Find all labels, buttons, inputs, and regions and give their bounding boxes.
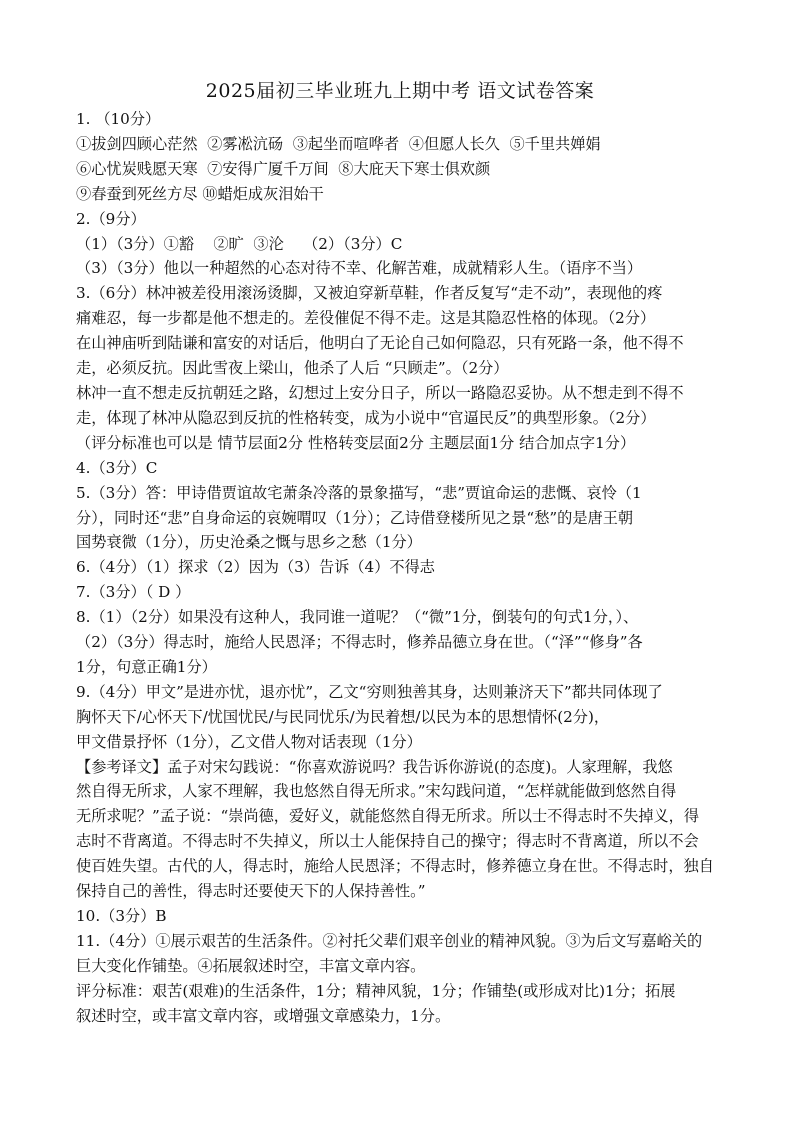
text-line: 林冲一直不想走反抗朝廷之路，幻想过上安分日子，所以一路隐忍妥协。从不想走到不得不 (76, 383, 684, 402)
text-line: （评分标准也可以是 情节层面2分 性格转变层面2分 主题层面1分 结合加点字1分） (76, 433, 636, 452)
text-line: 评分标准：艰苦(艰难)的生活条件，1分；精神风貌，1分；作铺垫(或形成对比)1分；拓展 (76, 981, 676, 1000)
text-line: 4.（3分）C (76, 458, 158, 477)
text-line: （1）（3分）①豁 ②旷 ③沦 （2）（3分）C (76, 234, 403, 253)
text-line: 5.（3分）答：甲诗借贾谊故宅萧条冷落的景象描写，“悲”贾谊命运的悲慨、哀怜（1 (76, 483, 642, 502)
text-line: 11.（4分）①展示艰苦的生活条件。②衬托父辈们艰辛创业的精神风貌。③为后文写嘉峪关的 (76, 931, 703, 950)
text-line: 叙述时空，或丰富文章内容，或增强文章感染力，1分。 (76, 1006, 451, 1025)
text-line: 志时不背离道。不得志时不失掉义，所以士人能保持自己的操守；得志时不背离道，所以不会 (76, 832, 699, 851)
text-line: ⑥心忧炭贱愿天寒 ⑦安得广厦千万间 ⑧大庇天下寒士俱欢颜 (76, 159, 491, 178)
text-line: 6.（4分）（1）探求（2）因为（3）告诉（4）不得志 (76, 558, 435, 577)
text-line: 9.（4分）甲文”是进亦忧，退亦忧”，乙文“穷则独善其身，达则兼济天下”都共同体现了 (76, 682, 663, 701)
text-line: 8.（1）（2分）如果没有这种人，我同谁一道呢？（“微”1分，倒装句的句式1分，）、 (76, 608, 639, 627)
text-line: 2.（9分） (76, 209, 146, 228)
text-line: 【参考译文】孟子对宋勾践说：“你喜欢游说吗？我告诉你游说(的态度)。人家理解，我悠 (76, 757, 673, 776)
text-line: 国势衰微（1分），历史沧桑之慨与思乡之愁（1分） (76, 533, 422, 552)
document-title: 2025届初三毕业班九上期中考 语文试卷答案 (205, 80, 595, 102)
text-line: （2）（3分）得志时，施给人民恩泽；不得志时，修养品德立身在世。（“泽”“修身”各 (76, 633, 643, 652)
text-line: ①拔剑四顾心茫然 ②雾凇沆砀 ③起坐而喧哗者 ④但愿人长久 ⑤千里共婵娟 (76, 134, 601, 153)
text-line: ⑨春蚕到死丝方尽 ⑩蜡炬成灰泪始干 (76, 184, 324, 203)
text-line: 保持自己的善性，得志时还要使天下的人保持善性。” (76, 882, 426, 901)
text-line: 使百姓失望。古代的人，得志时，施给人民恩泽；不得志时，修养德立身在世。不得志时，独自 (76, 857, 714, 876)
text-line: 走，必须反抗。因此雪夜上梁山，他杀了人后 “只顾走”。（2分） (76, 359, 509, 378)
text-line: 1分，句意正确1分） (76, 657, 217, 676)
text-line: 无所求呢？”孟子说：“崇尚德，爱好义，就能悠然自得无所求。所以士不得志时不失掉义，得 (76, 807, 700, 826)
text-line: 然自得无所求，人家不理解，我也悠然自得无所求。”宋勾践问道，“怎样就能做到悠然自得 (76, 782, 677, 801)
text-line: 10.（3分）B (76, 907, 167, 925)
text-line: 巨大变化作铺垫。④拓展叙述时空，丰富文章内容。 (76, 956, 426, 975)
text-line: 在山神庙听到陆谦和富安的对话后，他明白了无论自己如何隐忍，只有死路一条，他不得不 (76, 334, 684, 353)
text-line: 胸怀天下/心怀天下/忧国忧民/与民同忧乐/为民着想/以民为本的思想情怀(2分)， (76, 707, 610, 726)
text-line: 甲文借景抒怀（1分），乙文借人物对话表现（1分） (76, 732, 422, 751)
text-line: 走，体现了林冲从隐忍到反抗的性格转变，成为小说中“官逼民反”的典型形象。（2分） (76, 408, 656, 427)
text-line: 7.（3分）（ D ） (76, 583, 191, 602)
answer-body (76, 107, 724, 1029)
text-line: 3.（6分）林冲被差役用滚汤烫脚，又被迫穿新草鞋，作者反复写“走不动”，表现他的疼 (76, 284, 663, 303)
text-line: （3）（3分）他以一种超然的心态对待不幸、化解苦难，成就精彩人生。（语序不当） (76, 259, 643, 278)
text-line: 痛难忍，每一步都是他不想走的。差役催促不得不走。这是其隐忍性格的体现。（2分） (76, 309, 656, 328)
text-line: 分），同时还“悲”自身命运的哀婉喟叹（1分）；乙诗借登楼所见之景“愁”的是唐王朝 (76, 508, 634, 527)
text-line: 1. （10分） (76, 110, 161, 128)
